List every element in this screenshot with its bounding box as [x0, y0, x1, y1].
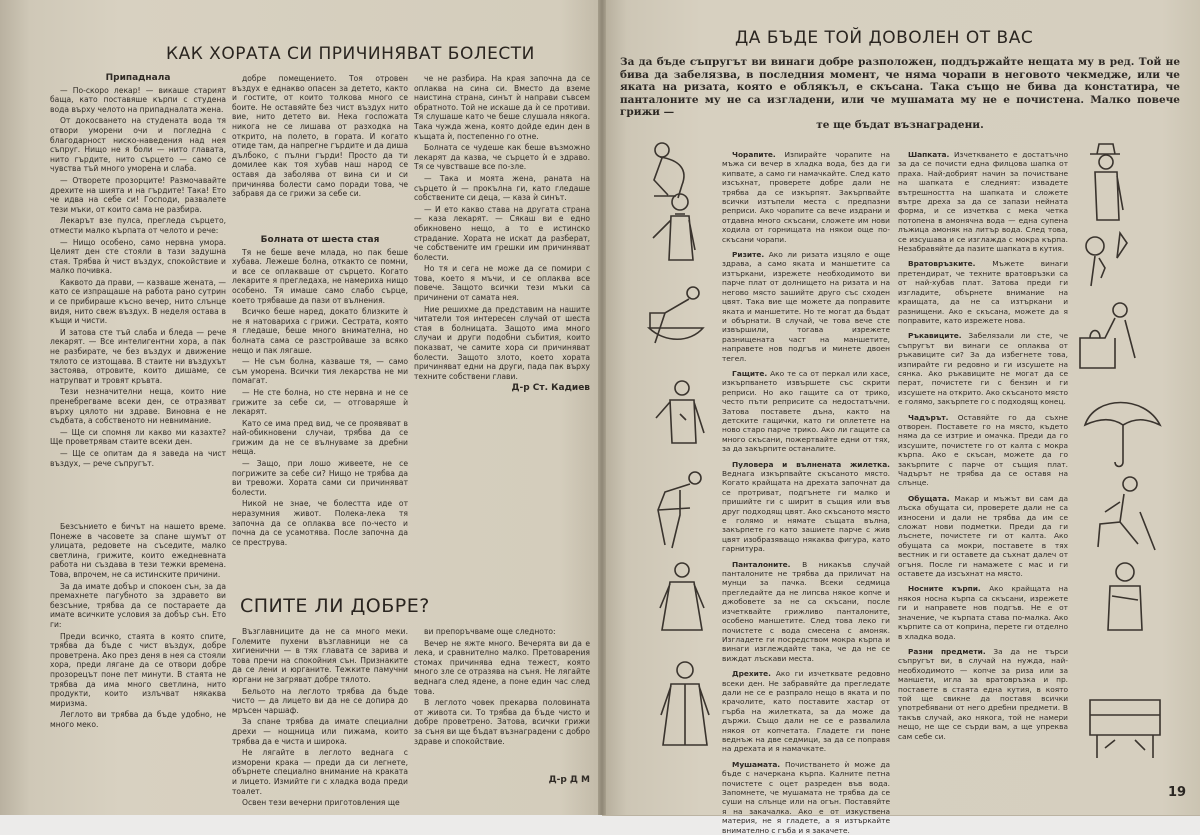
paragraph: че не разбира. На края започна да се оплаква на сина си. Вместо да вземе наистина страна, синът ѝ направи съвсем обратното. Той не искаше да ѝ се противи. Тя слушаше като че беше слушала някога. Така чужда жена, която дойде един ден в къщата ѝ, постепенно го отне.	[414, 74, 590, 141]
illustration-umbrella	[1075, 390, 1165, 474]
tip-section	[898, 150, 1068, 253]
tip-text: Изчеткването е достатъчно за да се почисти една филцова шапка от праха. Най-добрият начин за почистване на шапката е следният: извадете вътрешността на шапката и сложете вътре дреха за да се запази нейната форма, и се изчетква с мека четка потопена в амонячна вода — една супена лъжица амоняк на литър вода. След това, се изсушава и се изглажда с мокра кърпа. Незабравяйте да пазите шапката в кутия.	[898, 150, 1068, 254]
column-3	[414, 74, 590, 568]
tip-text: Изпирайте чорапите на мъжа си вечер в хладка вода, без да ги кипвате, а само ги намачкайте. След като изсъхнат, проверете добре дали не трябва да се изкърпят. Закърпвайте всички изтъпели места с предпазни реприси. Ако чорапите са вече издрани и отдавна много скъсани, сложете им нови ходила от горнищата на някои още по-скъсани чорапи.	[722, 150, 891, 244]
tip-section	[722, 150, 890, 244]
paragraph: Освен тези вечерни приготовления ще	[242, 798, 400, 808]
paragraph: Никой не знае, че болестта иде от неразумния живот. Полека-лека тя започна да се оплаква все по-често и почна да се усамотява. После започна да се преструва.	[232, 499, 408, 547]
tip-text: Ако ги изчетквате редовно всеки ден. Не забравяйте да прегледате дали не се е разпрало нещо в яката и по крачолите, като поставите хастар от гърба на жилетката, за да може да държи. Също дали не се е развалила някоя от копчетата. Гладете ги поне веднъж на две седмици, за да се поправя на дрехата и я намачкате.	[722, 669, 890, 754]
paragraph: добре помещението. Тоя отровен въздух е еднакво опасен за детето, както и гостите, от които толкова много се боите. Не оставяйте без чист въздух нито вие, нито детето ви. Нека госпожата никога не се лишава от разходка на открито, на полето, в гората. И когато отиде там, да напрегне гърдите и да диша дълбоко, с пълни гърди! Просто да ти домилее как тоя хубав наш народ се оставя да заболява от вина си и си причинява болести само поради това, че забравя да се грижи за себе си.	[232, 74, 408, 199]
paragraph: — Не съм болна, казваше тя, — само съм уморена. Всички тия лекарства не ми помагат.	[232, 357, 408, 386]
paragraph: Преди всичко, стаята в която спите, трябва да бъде с чист въздух, добре проветрена. Ако през деня в нея са стояли хора, преди лягане да се отвори добре прозорецът поне пет минути. В стаята не трябва да има много светлина, нито продукти, които излъчват някаква миризма.	[50, 631, 226, 708]
column-2	[232, 74, 408, 227]
tip-text: Макар и мъжът ви сам да лъска обущата си, проверете дали не са износени и дали не трябва да им се сложат нови подметки. Преди да ги лъснете, почистете ги от калта. Ако обущата са мокри, поставете в тях вестник и ги оставете да съхнат далеч от огъня. После ги намажете с мас и ги оставете да изсъхнат на място.	[898, 493, 1068, 579]
paragraph: Вечер не яжте много. Вечерята ви да е лека, и сравнително малко. Претоварения стомах причинява една тежест, която много зле се отразява на съня. Не лягайте веднага след ядене, а поне един час след това.	[414, 638, 590, 696]
tip-section	[722, 369, 890, 454]
paragraph: Каквото да прави, — казваше жената, — като се изпращаше на работа рано сутрин и се прибираше късно вечер, нито слънце видя, нито свеж въздух. В неделя остава в къщи и чисти.	[50, 277, 226, 326]
tip-heading: Панталоните.	[732, 559, 791, 569]
tip-text: Мъжете винаги претендират, че техните вратовръзки са от най-хубав плат. Затова преди ги изгладите, обърнете внимание на краищата, да не са изтъркани и разнищени. Ако е скъсана, можете да я поправите, като изрежете нова.	[898, 259, 1068, 325]
illustration-woman-gloves	[1075, 298, 1165, 392]
article-title: ДА БЪДЕ ТОЙ ДОВОЛЕН ОТ ВАС	[735, 28, 1034, 48]
tip-text: Почистването ѝ може да бъде с начеркана кърпа. Калните петна почистете с оцет разреден във вода. Запомнете, че мушамата не трябва да се суши на слънце или на огън. Поставяйте я на закачалка. Ако е от изкуствена материя, не я гладете, а я изтъркайте внимателно с гъба и я закачете.	[722, 759, 890, 835]
paragraph: Всичко беше наред, докато близките ѝ не я натовариха с грижи. Сестрата, която я гледаше, беше много внимателна, но болната сама се разстройваше за всяко нещо и пак лягаше.	[232, 307, 408, 355]
paragraph: Болната се чудеше как беше възможно лекарят да казва, че сърцето ѝ е здраво. Тя се чувстваше все по-зле.	[414, 143, 590, 172]
paragraph: Но тя и сега не може да се помири с това, което я мъчи, и се оплаква все повече. Защото всички тези мъки са причинени от самата нея.	[414, 264, 590, 303]
tip-section	[722, 250, 890, 363]
paragraph: — Ще се опитам да я заведа на чист въздух, — рече съпругът.	[50, 448, 226, 468]
column-2-b	[232, 236, 408, 582]
paragraph: За спане трябва да имате специални дрехи — нощница или пижама, които трябва да е чиста и широка.	[232, 717, 408, 746]
author-signature: Д-р Д М	[548, 775, 590, 786]
paragraph: — Нищо особено, само нервна умора. Целият ден сте стояли в тази задушна стая. Трябва ѝ чист въздух, спокойствие и малко почивка.	[50, 237, 226, 276]
illustration-man-raincoat	[655, 660, 715, 754]
intro-end: те ще бъдат възнаградени.	[816, 118, 984, 131]
paragraph: И затова сте тъй слаба и бледа — рече лекарят. — Все интелигентни хора, а пак не разбирате, че без въздух и движение тялото се изтощава. В стаите ни въздухът застоява, отровите, които дишаме, се натрупват и тровят кръвта.	[50, 327, 226, 385]
paragraph: Безсънието е бичът на нашето време. Понеже в часовете за спане шумът от улицата, редовете на съседите, малко светлина, грижите, които ежедневната работа ни създава в тези тежки времена. Това, впрочем, не са истинските причини.	[50, 522, 226, 579]
tips-column-left	[722, 150, 891, 835]
paragraph: — И ето какво става на другата страна — каза лекарят. — Сякаш ви е едно обикновено нещо, а то е истинско страдание. Хората не искат да разберат, че собствените им грешки им причиняват болести.	[414, 204, 590, 262]
illustration-handkerchief	[1090, 560, 1160, 639]
tip-heading: Мушамата.	[732, 759, 781, 769]
tip-section	[722, 460, 890, 554]
tip-heading: Гащите.	[732, 368, 768, 378]
paragraph: — Не сте болна, но сте нервна и не се грижите за себе си, — отговаряше ѝ лекарят.	[232, 387, 408, 417]
paragraph: За да имате добър и спокоен сън, за да премахнете пагубното за здравето ви безсъние, трябва да се постараете да имате всичките условия за добър сън. Ето ги:	[50, 581, 226, 629]
paragraph: От докосването на студената вода тя отвори уморени очи и погледна с благодарност ниско-наведения над нея съпруг. Нищо не я боли — нито главата, нито гърдите, нито сърцето — само се чувства тъй много уморена и слаба.	[50, 116, 226, 174]
column-2-sleep	[232, 627, 408, 813]
tip-heading: Дрехите.	[732, 669, 771, 679]
paragraph: ви препоръчваме още следното:	[424, 627, 556, 636]
sleep-article-title: СПИТЕ ЛИ ДОБРЕ?	[240, 595, 430, 617]
column-1-sleep	[50, 522, 226, 812]
intro-text: За да бъде съпругът ви винаги добре разположен, поддържайте нещата му в ред. Той не бива да забелязва, в последния момент, че няма чорапи в неговото чекмедже, или че яката на ризата, която е облякъл, е скъсана. Така също не бива да констатира, че панталоните му не са изгладени, или че мушамата му не е почистена. Малко повече грижи —	[620, 56, 1180, 118]
tip-heading: Чадърът.	[908, 412, 949, 422]
paragraph: Не лягайте в леглото веднага с изморени крака — преди да си легнете, обърнете специално внимание на краката и лицето. Измийте ги с хладка вода преди тоалет.	[232, 748, 408, 796]
paragraph: Тя не беше вече млада, но пак беше хубава. Лежеше болна, откакто се помни, и все се оплакваше от сърцето. Когато лекарите я прегледаха, не намериха нищо особено. Тя имаше само слабо сърце, което трябваше да пази от вълнения.	[232, 247, 408, 305]
illustration-man-hat	[1075, 140, 1135, 229]
tip-text: Оставяйте го да съхне отворен. Поставете го на място, където няма да се изтрие и омачка. Преди да го изсушите, почистете го от калта с мокра кърпа. Ако е скъсан, можете да го закърпите с парче от същия плат. Чадърът не трябва да се оставя на слънце.	[898, 412, 1068, 488]
paragraph: — Защо, при лошо живеете, не се погрижите за себе си? Нищо не трябва да ви тревожи. Хората сами си причиняват болести.	[232, 459, 408, 497]
illustration-man-trousers	[650, 470, 710, 554]
tip-text: За да не търси съпругът ви, в случай на нужда, най-необходимото — копче за риза или за маншети, игла за вратовръзка и пр. поставете в стаята една кутия, в която той ще свикне да поставя всички употребявани от него дребни предмети. В такъв случай, ако някога, той не намери нещо, не ще се сърди вам, а ще упреква сам себе си.	[898, 646, 1068, 741]
tip-text: В никакъв случай панталоните не трябва да приличат на мунци за пачка. Всеки седмица прегледайте да не липсва някое копче и джобовете за не са скъсани, после изчетквайте грижливо панталоните, особено маншетите. След това леко ги почистете с вода смесена с амоняк. Изгладете ги посредством мокра кърпа и винаги изглеждайте така, че да не се виждат лъскави места.	[722, 559, 890, 663]
tip-heading: Ризите.	[732, 250, 765, 260]
tip-section	[898, 413, 1068, 488]
illustration-dresser	[1085, 690, 1165, 769]
author-signature: Д-р Ст. Кадиев	[511, 383, 590, 394]
paragraph: В леглото човек прекарва половината от живота си. То трябва да бъде чисто и добре проветрено. Затова, всички грижи за съня ви ще бъдат възнаградени с добро здраве и спокойствие.	[414, 698, 590, 746]
tip-section	[898, 331, 1068, 406]
paragraph: Леглото ви трябва да бъде удобно, не много меко.	[50, 710, 226, 729]
paragraph: Като се има пред вид, че се проявяват в най-обикновени случаи, трябва да се грижим да не се вълнуваме за дребни неща.	[232, 418, 408, 457]
illustration-man-shirt	[645, 190, 705, 269]
tips-column-right	[898, 150, 1068, 800]
page-number: 19	[1168, 785, 1187, 800]
tip-section	[722, 669, 890, 754]
tip-text: Ако крайщата на някоя носна кърпа са скъсани, изрежете ги и направете нов подгъв. Не е от значение, че кърпата става по-малка. Ако кърпите са от коприна, перете ги отделно в хладка вода.	[898, 584, 1068, 641]
illustration-man-shoes	[1080, 472, 1160, 556]
tip-heading: Разни предмети.	[908, 646, 986, 656]
paragraph: — По-скоро лекар! — викаше старият баща, като поставяше кърпи с студена вода върху челото на припадналата жена.	[50, 85, 226, 114]
tip-section	[722, 560, 890, 663]
illustration-woman-coat	[652, 560, 712, 639]
tip-heading: Шапката.	[908, 150, 950, 159]
tip-section	[722, 760, 890, 835]
tip-section	[898, 647, 1068, 741]
paragraph: — Отворете прозорците! Размочавайте дрехите на шията и на гърдите! Така! Ето че идва на себе си! Господи, развалете тези мъки, от които сама не разбира.	[50, 175, 226, 214]
paragraph: Лекарът взе пулса, прегледа сърцето, отмести малко кърпата от челото и рече:	[50, 216, 226, 235]
tip-heading: Ръкавиците.	[908, 331, 962, 341]
tip-text: Ако те са от перкал или хасе, изкърпването извършете със скрити реприси. Но ако гащите са от трико, често пъти реприсите са недостатъчни. Затова поставете дъна, както на детските гащички, като ги оплетете на ново старо парче трико. Ако ли гащите са много скъсани, пожертвайте едни от тях, за да закърпите останалите.	[722, 368, 890, 454]
paragraph: — Ще си спомня ли какво ми казахте? Ще проветрявам стаите всеки ден.	[50, 427, 226, 447]
illustration-man-sweater	[650, 378, 710, 457]
paragraph: — Така и моята жена, раната на сърцето ѝ — прокълна ги, като гледаше собствените си деца, — каза ѝ синът.	[414, 173, 590, 203]
tip-text: Забелязали ли сте, че съпругът ви винаги се оплаква от ръкавиците си? За да избегнете това, изпирайте ги редовно и ги изсушете на сянка. Ако ръкавиците не могат да се перат, почистете ги с бензин и ги изсушете на открито. Ако скъсаното място е голямо, закърпете го с подходящ конец.	[898, 331, 1068, 407]
tip-heading: Вратовръзките.	[908, 259, 976, 269]
paragraph: Тези незначителни неща, които ние пренебрегваме всеки ден, се отразяват върху цялото ни здраве. Виновна е не съдбата, а собственото ни невнимание.	[50, 387, 226, 426]
tip-section	[898, 584, 1068, 640]
tip-heading: Пуловера и вълнената жилетка.	[732, 459, 890, 469]
section-heading: Болната от шеста стая	[260, 235, 380, 245]
page-gutter	[598, 0, 606, 815]
article-intro	[620, 56, 1180, 131]
article-title: КАК ХОРАТА СИ ПРИЧИНЯВАТ БОЛЕСТИ	[166, 44, 535, 64]
tip-section	[898, 494, 1068, 579]
paragraph: Възглавниците да не са много меки. Големите пухени възглавници не са хигиенични — в тях главата се зарива и това пречи на спокойния сън. Признаките да се лени и юрганите. Тежките памучни юргани не загряват добре тялото.	[232, 627, 408, 684]
illustration-man-tie	[1075, 228, 1135, 297]
tip-heading: Носните кърпи.	[908, 584, 981, 594]
tip-heading: Чорапите.	[732, 150, 776, 159]
paragraph: Бельото на леглото трябва да бъде чисто — да лицето ви да не се допира до мръсен чаршаф.	[232, 686, 408, 715]
illustration-woman-washing	[645, 283, 705, 352]
column-1	[50, 74, 226, 496]
paragraph: Ние решихме да представим на нашите читатели тоя интересен случай от шеста стая в болницата. Защото има много случаи и други подобни събития, които показват, че самите хора си причиняват болести. Защото злото, което хората причиняват едни на други, пада пак върху техните собствени глави.	[414, 304, 590, 381]
tip-text: Ако ли ризата изцяло е още здрава, а само яката и маншетите са изтъркани, изрежете необходимото ви парче плат от долнището на ризата и на негово място зашийте друго със сходен цвят. Така вие ще можете да поправите яката и маншетите. Но те могат да бъдат и обърнати. В случай, че това вече сте извършили, тогава изрежете разнищената част на маншетите, направете нов подгъв и минете двоен тегел.	[722, 250, 890, 363]
column-3-sleep	[414, 627, 590, 813]
tip-heading: Обущата.	[908, 493, 950, 503]
tip-text: Веднага изкърпвайте скъсаното място. Когато крайщата на дрехата започнат да се протриват, подгънете ги малко и пришийте ги с ширит в същия или във друг подходящ цвят. Ако скъсаното място е голямо и нямате същата вълна, закърпете го като зашиете парче с жив цвят изобразяващо някаква фигура, като гарнитура.	[722, 469, 890, 554]
tip-section	[898, 259, 1068, 325]
section-heading: Припаднала	[105, 73, 171, 83]
